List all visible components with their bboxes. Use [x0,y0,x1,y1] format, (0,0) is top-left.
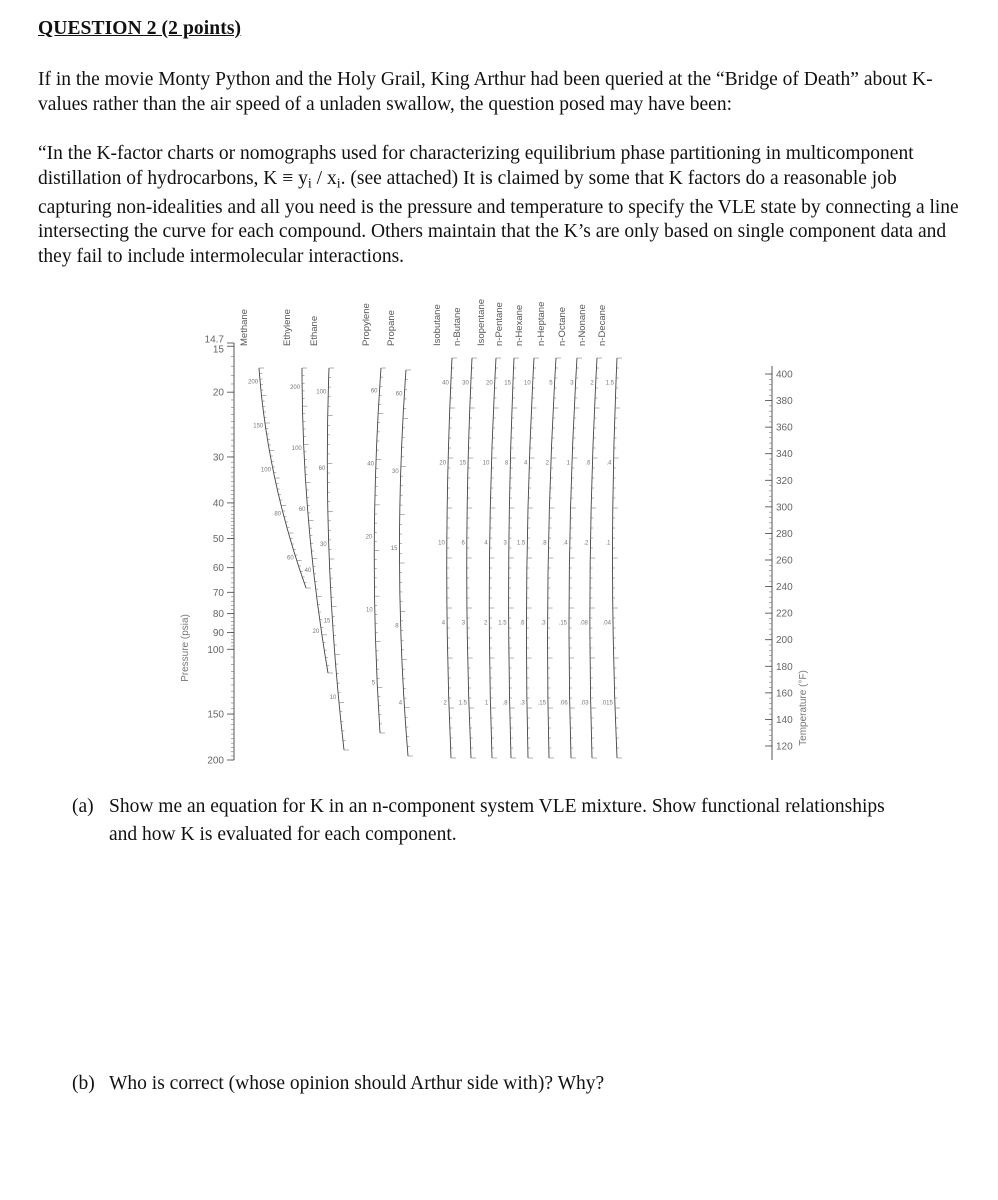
temperature-axis-label: Temperature (°F) [798,670,809,746]
k-scale-value-label: .2 [583,540,589,547]
quote-text-2: / x [311,167,337,189]
k-scale-value-label: 4 [484,540,488,547]
quote-paragraph [38,142,968,269]
pressure-tick-label: 100 [207,644,224,656]
k-scale-value-label: 60 [318,465,326,472]
part-a-label: (a) [72,796,94,817]
k-scale-value-label: 100 [291,445,302,452]
k-scale-value-label: 2 [483,620,488,627]
compound-label: Isobutane [432,304,443,346]
k-scale-value-label: 2 [545,460,549,467]
k-scale-value-label: .15 [558,620,568,627]
part-b-text: Who is correct (whose opinion should Arthur side with)? Why? [109,1073,605,1094]
k-scale-value-label: .4 [606,460,612,467]
temperature-tick-label: 260 [776,555,793,567]
k-scale-value-label: 6 [461,540,465,547]
k-scale-value-label: 20 [486,380,493,387]
k-scale-value-label: 4 [441,620,446,627]
quote-text-3: . (see attached) It is claimed by some that K factors do a reasonable job capturing non-idealities and all you need is the pressure and temperature to specify the VLE state by connecting a line intersecting the curve for each compound. Others maintain that the K’s are only based on single component data and they fail to include intermolecular interactions. [38,167,959,267]
compound-label: Ethane [309,315,320,346]
k-scale-value-label: 60 [287,555,294,562]
k-scale-value-label: 15 [504,380,511,387]
compound-label: n-Decane [597,304,608,346]
k-scale-value-label: 1.5 [605,380,614,387]
k-scale-value-label: 20 [365,534,373,541]
k-scale-value-label: .8 [502,700,508,707]
nomograph-drawing [180,299,809,767]
k-scale-value-label: 40 [367,461,374,468]
k-scale-value-label: 4 [398,700,403,707]
question-heading: QUESTION 2 (2 points) [38,18,242,39]
temperature-tick-label: 300 [776,502,793,514]
k-scale-value-label: 3 [461,620,466,627]
k-scale-value-label: 30 [320,542,327,549]
pressure-axis-label: Pressure (psia) [180,614,191,682]
k-scale-curve [302,368,328,673]
k-scale-value-label: .4 [562,540,568,547]
k-scale-value-label: 200 [248,379,259,386]
k-scale-value-label: 8 [504,460,509,467]
temperature-tick-label: 240 [776,582,793,594]
subscript-i: i [307,175,312,192]
compound-label: Propane [386,310,397,346]
k-scale-value-label: .015 [601,700,613,707]
k-scale-value-label: 1 [566,460,570,467]
compound-label: n-Hexane [514,304,525,346]
k-scale-value-label: 15 [323,618,331,625]
pressure-tick-label: 50 [212,534,224,546]
quote-text-1: “In the K-factor charts or nomographs used for characterizing equilibrium phase partitioning in multicomponent distillation of hydrocarbons, K ≡ y [38,143,914,189]
compound-label: Propylene [361,303,372,346]
k-scale-value-label: 1 [485,700,489,707]
k-scale-value-label: 60 [298,506,306,513]
compound-label: Methane [239,309,250,346]
subscript-i: i [336,175,341,192]
k-scale-value-label: 5 [549,380,553,387]
k-scale-value-label: .15 [537,700,546,707]
k-scale-value-label: .6 [519,620,525,627]
k-scale-value-label: 10 [482,460,490,467]
temperature-tick-label: 180 [776,661,793,673]
k-scale-value-label: 15 [390,546,398,553]
pressure-tick-label: 90 [212,627,224,639]
compound-label: n-Pentane [494,302,505,346]
pressure-tick-label: 150 [207,709,224,721]
compound-label: Isopentane [476,298,487,346]
k-scale-value-label: 40 [442,380,449,387]
k-scale-value-label: 200 [290,384,301,391]
k-scale-value-label: 1.5 [498,620,507,627]
temperature-tick-label: 380 [776,396,793,408]
compound-label: n-Nonane [577,304,588,346]
k-scale-value-label: 2 [443,700,447,707]
k-scale-value-label: 20 [439,460,447,467]
k-scale-value-label: 3 [570,380,574,387]
pressure-tick-label: 14.7 [204,334,224,346]
temperature-tick-label: 320 [776,475,793,487]
k-scale-value-label: .06 [559,700,568,707]
k-scale-value-label: 10 [329,695,337,702]
pressure-tick-label: 60 [212,563,224,575]
pressure-tick-label: 70 [212,587,224,599]
pressure-tick-label: 40 [212,498,224,510]
k-scale-value-label: 60 [370,388,378,395]
compound-label: n-Octane [557,306,568,346]
k-scale-value-label: 100 [260,467,271,474]
k-scale-value-label: 10 [366,607,373,614]
k-scale-value-label: 15 [459,460,467,467]
temperature-tick-label: 140 [776,714,793,726]
part-b-label: (b) [72,1073,95,1094]
k-scale-value-label: 3 [503,540,507,547]
k-scale-value-label: .04 [602,620,611,627]
k-scale-value-label: 1.5 [458,700,467,707]
temperature-tick-label: 340 [776,449,793,461]
k-scale-value-label: .08 [579,620,588,627]
k-scale-value-label: .1 [605,540,611,547]
k-scale-value-label: 5 [371,680,376,687]
k-scale-value-label: 40 [304,567,312,574]
compound-label: Ethylene [282,309,293,346]
compound-label: n-Heptane [536,301,547,346]
k-scale-value-label: .6 [585,460,591,467]
part-a-text: Show me an equation for K in an n-component system VLE mixture. Show functional relationships and how K is evaluated for each component. [109,796,885,845]
k-scale-value-label: 10 [438,540,445,547]
k-scale-value-label: 10 [524,380,531,387]
pressure-tick-label: 20 [212,387,224,399]
pressure-tick-label: 200 [207,755,224,767]
temperature-tick-label: 220 [776,608,793,620]
k-factor-nomograph [172,288,824,776]
k-scale-value-label: 1.5 [516,540,526,547]
k-scale-value-label: 8 [395,623,399,630]
temperature-tick-label: 120 [776,741,793,753]
pressure-tick-label: 80 [212,609,224,621]
k-scale-value-label: .03 [580,700,589,707]
k-scale-value-label: 60 [395,391,403,398]
compound-label: n-Butane [452,307,463,346]
k-scale-value-label: 4 [524,460,528,467]
k-scale-value-label: 100 [316,389,327,396]
pressure-tick-label: 30 [212,452,224,464]
k-scale-value-label: 20 [312,628,320,635]
temperature-tick-label: 280 [776,528,793,540]
k-scale-value-label: 30 [462,380,469,387]
temperature-tick-label: 400 [776,369,793,381]
k-scale-value-label: 30 [392,468,399,475]
k-scale-value-label: 150 [253,423,264,430]
k-scale-value-label: .3 [519,700,525,707]
temperature-tick-label: 200 [776,635,793,647]
k-scale-value-label: 80 [274,511,282,518]
k-scale-value-label: .3 [540,620,546,627]
temperature-tick-label: 160 [776,688,793,700]
k-scale-value-label: 2 [590,380,594,387]
temperature-tick-label: 360 [776,422,793,434]
intro-paragraph: If in the movie Monty Python and the Holy Grail, King Arthur had been queried at the “Bridge of Death” about K-values rather than the air speed of a unladen swallow, the question posed may have been: [38,69,933,115]
k-scale-value-label: .8 [541,540,547,547]
pressure-tick-label: 15 [212,344,224,356]
k-scale-curve [259,368,306,588]
